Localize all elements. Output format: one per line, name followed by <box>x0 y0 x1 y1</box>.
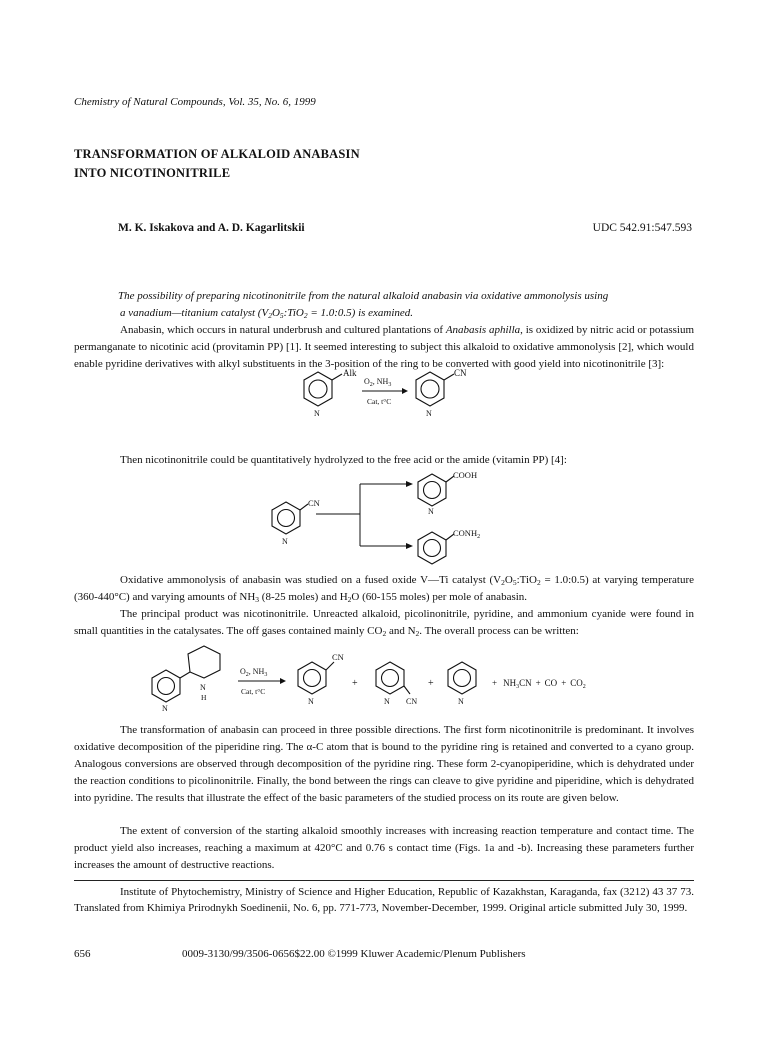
plus-sign: + <box>352 678 358 689</box>
product-picolinonitrile <box>376 662 417 706</box>
svg-text:N: N <box>282 537 288 546</box>
reaction-arrow <box>362 377 408 406</box>
udc-code: UDC 542.91:547.593 <box>592 222 692 234</box>
footnote-divider <box>74 880 694 881</box>
paragraph-intro: Anabasin, which occurs in natural underbrush and cultured plantations of Anabasis aphilla, is oxidized by nitric acid or potassium permanganate to nicotinic acid (provitamin PP) [1]. It seemed interesting to subject this alkaloid to oxidative ammonolysis [2], which would enable pyridine derivatives with alkyl substituents in the 3-position of the ring to be converted with good yield into nicotinonitrile [3]: <box>74 324 695 370</box>
species-name: Anabasis aphilla <box>445 324 521 336</box>
scheme-hydrolysis <box>256 468 526 568</box>
copyright-line: 0009-3130/99/3506-0656$22.00 ©1999 Kluwer Academic/Plenum Publishers <box>182 948 526 960</box>
paragraph-ammonolysis: Oxidative ammonolysis of anabasin was studied on a fused oxide V—Ti catalyst ($V_2O_5:TiO_2$ = 1.0:0.5) at varying temperature (360-440°C) and varying amounts of $NH_3$ (8-25 moles) and $H_2O$ (60-155 moles) per mole of anabasin. <box>74 574 694 604</box>
pyridine-ring-nitrile <box>416 368 467 418</box>
abstract-line-1: The possibility of preparing nicotinonitrile from the natural alkaloid anabasin via oxidative ammonolysis using <box>118 290 609 302</box>
page-number: 656 <box>74 948 91 960</box>
journal-citation: Chemistry of Natural Compounds, Vol. 35, No. 6, 1999 <box>74 96 316 108</box>
abstract <box>118 288 693 322</box>
svg-text:N: N <box>200 683 206 692</box>
pyridine-ring-amide <box>418 528 480 564</box>
title-line-2: INTO NICOTINONITRILE <box>74 166 231 180</box>
scheme-overall-process <box>144 640 614 712</box>
svg-text:H: H <box>201 693 207 702</box>
svg-text:N: N <box>308 697 314 706</box>
byproducts: + $NH_3CN$ + CO + $CO_2$ <box>492 678 586 690</box>
svg-text:N: N <box>162 704 168 712</box>
svg-text:CN: CN <box>454 368 467 378</box>
affiliation-footnote: Institute of Phytochemistry, Ministry of Science and Higher Education, Republic of Kazakhstan, Karaganda, fax (3212) 43 37 73. Translated from Khimiya Prirodnykh Soedinenii, No. 6, pp. 771-773, November-December, 1999. Original article submitted July 30, 1999. <box>74 886 694 914</box>
anabasin-structure <box>152 646 220 712</box>
overall-reaction-arrow <box>238 667 286 696</box>
alkyl-label: Alk <box>343 368 357 378</box>
abstract-line-2: a vanadium—titanium catalyst ($V_2O_5:TiO_2$ = 1.0:0.5) is examined. <box>120 307 414 320</box>
title-line-1: TRANSFORMATION OF ALKALOID ANABASIN <box>74 147 360 161</box>
paragraph-hydrolysis: Then nicotinonitrile could be quantitatively hydrolyzed to the free acid or the amide (vitamin PP) [4]: <box>120 454 567 466</box>
svg-text:N: N <box>314 409 320 418</box>
product-nicotinonitrile <box>298 652 344 706</box>
svg-text:Cat, t°C: Cat, t°C <box>367 397 392 406</box>
svg-text:N: N <box>426 409 432 418</box>
svg-text:N: N <box>384 697 390 706</box>
paragraph-products: The principal product was nicotinonitrile. Unreacted alkaloid, picolinonitrile, pyridine, and ammonium cyanide were found in small quantities in the catalysates. The off gases contained mainly $CO_2$ and $N_2$. The overall process can be written: <box>74 608 694 638</box>
svg-text:CN: CN <box>332 652 344 662</box>
article-title <box>74 145 360 183</box>
svg-text:N: N <box>428 507 434 516</box>
svg-text:CN: CN <box>308 498 320 508</box>
pyridine-ring-acid <box>418 470 477 516</box>
plus-sign: + <box>428 678 434 689</box>
svg-text:Cat, t°C: Cat, t°C <box>241 687 266 696</box>
svg-text:N: N <box>458 697 464 706</box>
svg-text:CN: CN <box>406 697 418 706</box>
paragraph-conversion: The extent of conversion of the starting alkaloid smoothly increases with increasing reaction temperature and contact time. The product yield also increases, reaching a maximum at 420°C and 0.76 s contact time (Figs. 1a and -b). Increasing these parameters further increases the amount of destructive reactions. <box>74 825 694 871</box>
pyridine-ring-alkyl <box>304 368 357 418</box>
authors: M. K. Iskakova and A. D. Kagarlitskii <box>118 222 305 234</box>
paragraph-directions: The transformation of anabasin can proceed in three possible directions. The first form nicotinonitrile is predominant. It involves oxidative decomposition of the piperidine ring. The α-C atom that is bound to the pyridine ring is retained and converted to a cyano group. Analogous conversions are observed through decomposition of the pyridine ring. These form 2-cyanopiperidine, which is dehydrated under the reaction conditions to picolinonitrile. Finally, the bond between the rings can cleave to give pyridine and piperidine, which is dehydrated into pyridine. The results that illustrate the effect of the basic parameters of the studied process on its route are given below. <box>74 724 694 804</box>
svg-text:COOH: COOH <box>453 470 478 480</box>
scheme-alkylpyridine-to-nicotinonitrile <box>290 366 470 428</box>
svg-text:O2, NH3: $O_2$, $NH_3$ <box>240 667 268 678</box>
product-pyridine <box>448 662 476 706</box>
pyridine-ring-nitrile-start <box>272 498 320 546</box>
svg-text:O2, NH3: $O_2$, $NH_3$ <box>364 377 392 388</box>
branching-arrows <box>316 481 413 549</box>
svg-text:CONH2: $CONH_2$ <box>453 528 481 540</box>
